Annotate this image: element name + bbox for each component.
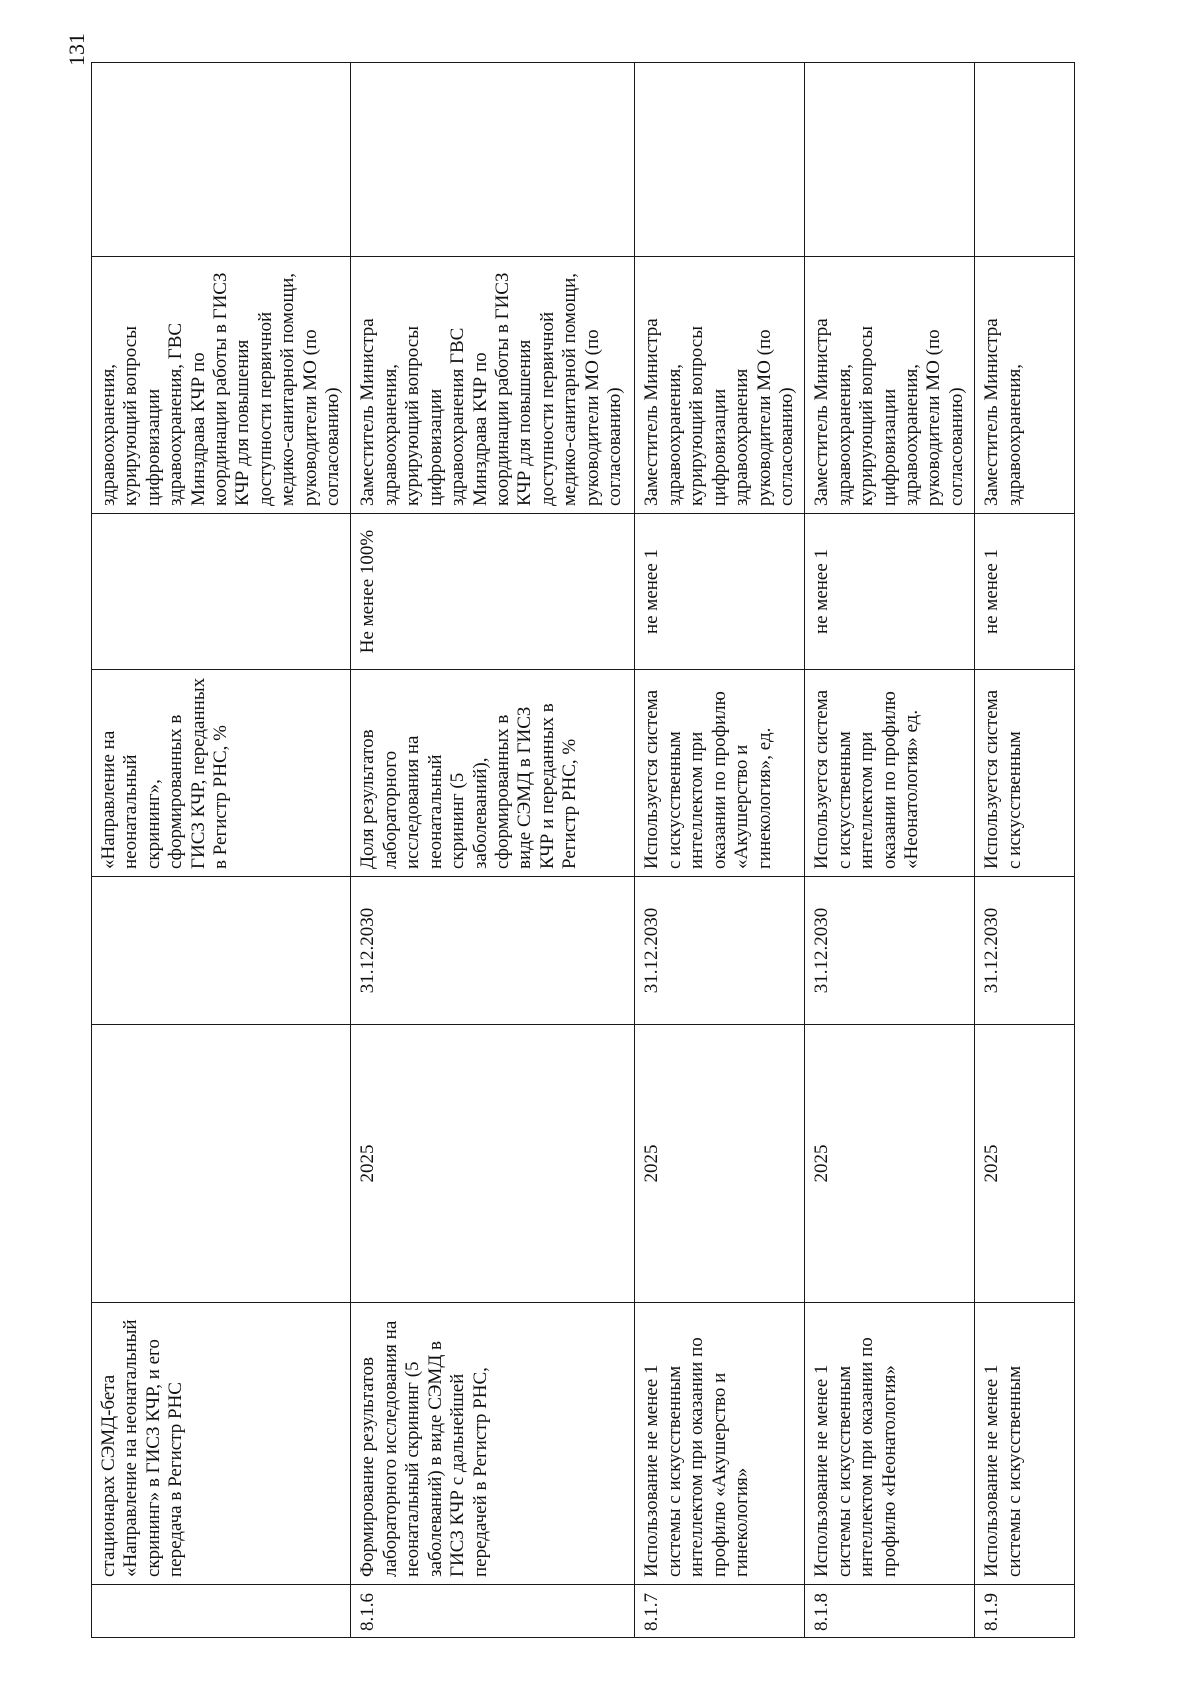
extra-cell	[351, 63, 635, 257]
row-number: 8.1.6	[351, 1585, 635, 1638]
extra-cell	[805, 63, 975, 257]
end-date-cell: 31.12.2030	[351, 877, 635, 1025]
table-row	[92, 63, 351, 1638]
responsible-cell: Заместитель Министра здравоохранения, курирующий вопросы цифровизации здравоохранения ГВС Минздрава КЧР по координации работы в ГИСЗ КЧР для повышения доступности первичной медико-санитарной помощи, руководители МО (по согласованию)	[351, 257, 635, 514]
plan-table-rotated	[91, 63, 1069, 1638]
table-row	[635, 63, 805, 1638]
end-date-cell: 31.12.2030	[805, 877, 975, 1025]
target-value-cell: не менее 1	[635, 514, 805, 670]
end-date-cell: 31.12.2030	[975, 877, 1075, 1025]
page-number: 131	[64, 33, 89, 66]
indicator-cell: Используется система с искусственным интеллектом при оказании по профилю «Неонатология» ед.	[805, 670, 975, 877]
target-value-cell: не менее 1	[975, 514, 1075, 670]
extra-cell	[635, 63, 805, 257]
row-number	[92, 1585, 351, 1638]
start-year-cell: 2025	[975, 1025, 1075, 1303]
activity-cell: Формирование результатов лабораторного исследования на неонатальный скрининг (5 заболеваний) в виде СЭМД в ГИСЗ КЧР с дальнейшей передачей в Регистр РНС,	[351, 1303, 635, 1585]
target-value-cell	[92, 514, 351, 670]
indicator-cell: «Направление на неонатальный скрининг», сформированных в ГИСЗ КЧР, переданных в Регистр РНС, %	[92, 670, 351, 877]
table-row	[351, 63, 635, 1638]
responsible-cell: Заместитель Министра здравоохранения, курирующий вопросы цифровизации здравоохранения руководители МО (по согласованию)	[635, 257, 805, 514]
activity-cell: стационарах СЭМД-бета «Направление на неонатальный скрининг» в ГИСЗ КЧР, и его передача в Регистр РНС	[92, 1303, 351, 1585]
responsible-cell: здравоохранения, курирующий вопросы цифровизации здравоохранения, ГВС Минздрава КЧР по координации работы в ГИСЗ КЧР для повышения доступности первичной медико-санитарной помощи, руководители МО (по согласованию)	[92, 257, 351, 514]
table-row	[975, 63, 1075, 1638]
row-number: 8.1.9	[975, 1585, 1075, 1638]
extra-cell	[975, 63, 1075, 257]
start-year-cell	[92, 1025, 351, 1303]
target-value-cell: не менее 1	[805, 514, 975, 670]
extra-cell	[92, 63, 351, 257]
responsible-cell: Заместитель Министра здравоохранения,	[975, 257, 1075, 514]
activity-cell: Использование не менее 1 системы с искусственным	[975, 1303, 1075, 1585]
indicator-cell: Доля результатов лабораторного исследования на неонатальный скрининг (5 заболеваний), сформированных в виде СЭМД в ГИСЗ КЧР и переданных в Регистр РНС, %	[351, 670, 635, 877]
end-date-cell: 31.12.2030	[635, 877, 805, 1025]
activity-cell: Использование не менее 1 системы с искусственным интеллектом при оказании по профилю «Неонатология»	[805, 1303, 975, 1585]
indicator-cell: Используется система с искусственным интеллектом при оказании по профилю «Акушерство и гинекология», ед.	[635, 670, 805, 877]
start-year-cell: 2025	[805, 1025, 975, 1303]
table-row	[805, 63, 975, 1638]
responsible-cell: Заместитель Министра здравоохранения, курирующий вопросы цифровизации здравоохранения, руководители МО (по согласованию)	[805, 257, 975, 514]
start-year-cell: 2025	[351, 1025, 635, 1303]
indicator-cell: Используется система с искусственным	[975, 670, 1075, 877]
plan-table	[91, 62, 1075, 1638]
end-date-cell	[92, 877, 351, 1025]
row-number: 8.1.7	[635, 1585, 805, 1638]
target-value-cell: Не менее 100%	[351, 514, 635, 670]
activity-cell: Использование не менее 1 системы с искусственным интеллектом при оказании по профилю «Акушерство и гинекология»	[635, 1303, 805, 1585]
row-number: 8.1.8	[805, 1585, 975, 1638]
start-year-cell: 2025	[635, 1025, 805, 1303]
